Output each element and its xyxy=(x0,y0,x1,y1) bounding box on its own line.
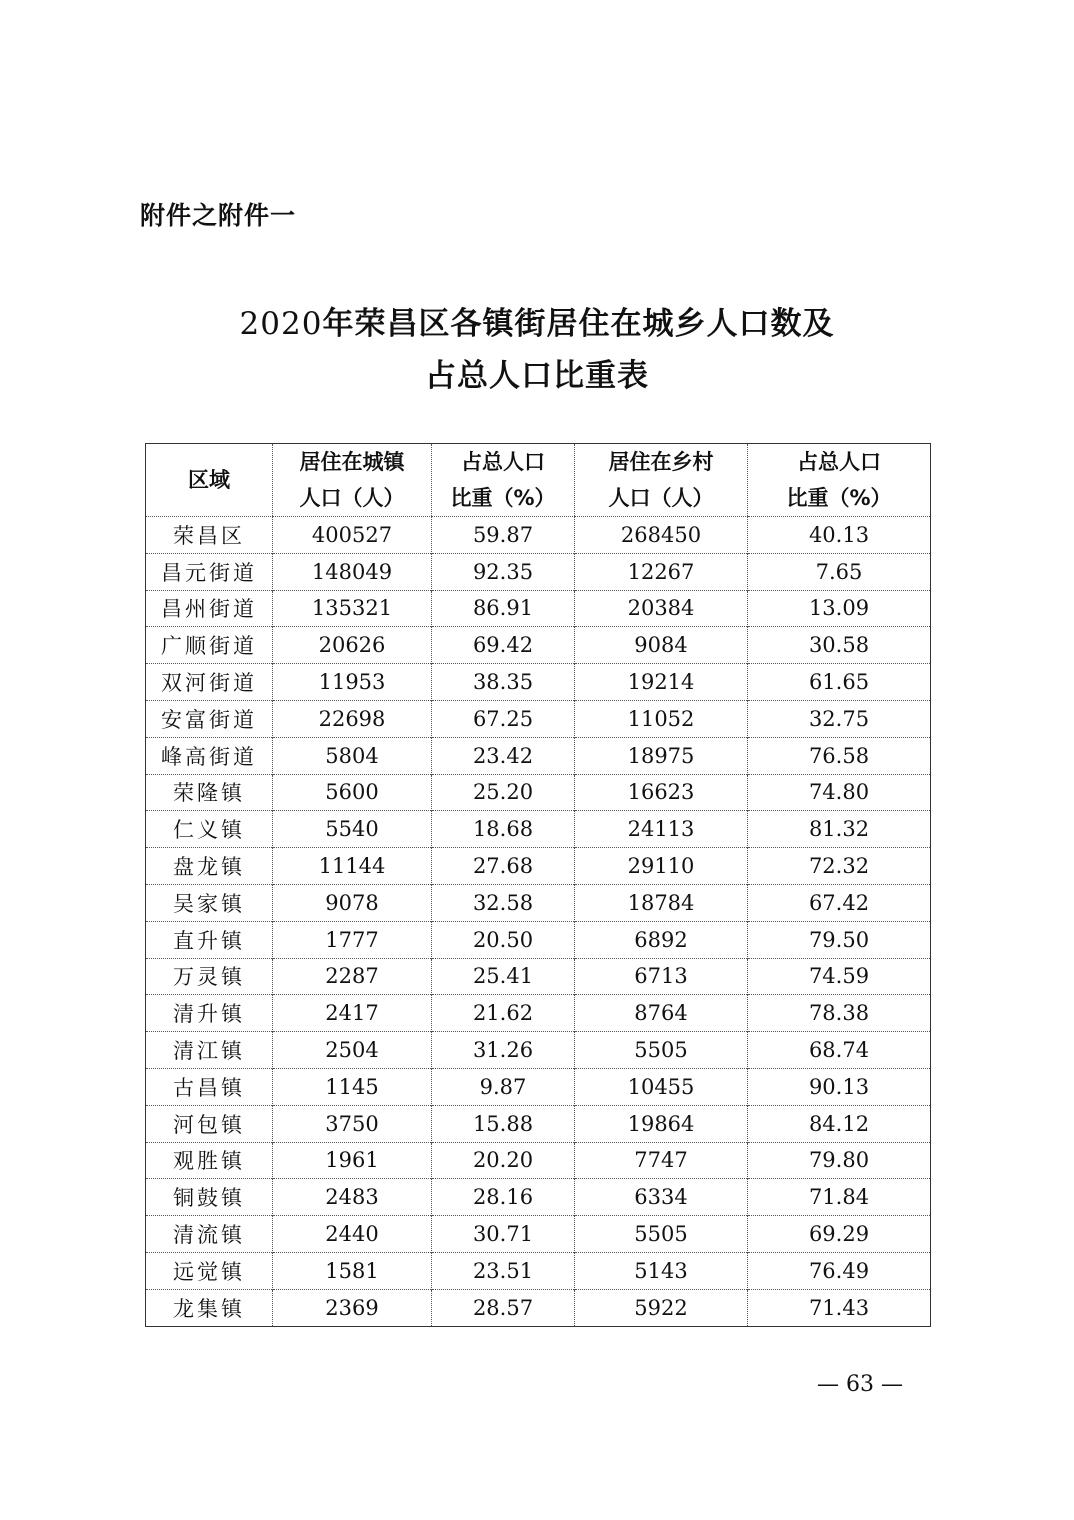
rural-share-cell: 74.59 xyxy=(748,958,931,995)
rural-share-cell: 71.84 xyxy=(748,1179,931,1216)
urban-share-cell: 23.42 xyxy=(432,737,575,774)
table-row xyxy=(146,1105,931,1142)
table-row xyxy=(146,811,931,848)
rural-share-cell: 7.65 xyxy=(748,553,931,590)
rural-population-cell: 5505 xyxy=(575,1032,748,1069)
rural-share-cell: 69.29 xyxy=(748,1216,931,1253)
urban-share-cell: 28.57 xyxy=(432,1289,575,1326)
urban-population-cell: 135321 xyxy=(273,590,432,627)
urban-share-cell: 20.50 xyxy=(432,921,575,958)
rural-share-cell: 81.32 xyxy=(748,811,931,848)
region-cell: 观胜镇 xyxy=(146,1142,273,1179)
region-cell: 清升镇 xyxy=(146,995,273,1032)
table-row xyxy=(146,627,931,664)
urban-share-cell: 25.41 xyxy=(432,958,575,995)
urban-population-cell: 1961 xyxy=(273,1142,432,1179)
rural-share-cell: 71.43 xyxy=(748,1289,931,1326)
column-header-line-2: 比重（%） xyxy=(450,486,556,510)
region-cell: 安富街道 xyxy=(146,700,273,737)
region-cell: 盘龙镇 xyxy=(146,848,273,885)
urban-share-cell: 92.35 xyxy=(432,553,575,590)
population-table xyxy=(145,443,931,1327)
rural-population-cell: 8764 xyxy=(575,995,748,1032)
rural-share-cell: 90.13 xyxy=(748,1068,931,1105)
column-header-line-1: 居住在乡村 xyxy=(608,450,714,474)
rural-population-cell: 7747 xyxy=(575,1142,748,1179)
urban-share-cell: 27.68 xyxy=(432,848,575,885)
page-number: — 63 — xyxy=(817,1372,903,1397)
urban-population-cell: 22698 xyxy=(273,700,432,737)
urban-population-cell: 5540 xyxy=(273,811,432,848)
title-text-1: 年荣昌区各镇街居住在城乡人口数及 xyxy=(322,306,835,342)
table-header-row xyxy=(146,444,931,517)
attachment-label: 附件之附件一 xyxy=(140,201,297,230)
rural-population-cell: 6334 xyxy=(575,1179,748,1216)
rural-share-cell: 32.75 xyxy=(748,700,931,737)
region-cell: 河包镇 xyxy=(146,1105,273,1142)
region-cell: 仁义镇 xyxy=(146,811,273,848)
column-header xyxy=(432,444,575,517)
rural-share-cell: 40.13 xyxy=(748,517,931,554)
urban-share-cell: 25.20 xyxy=(432,774,575,811)
urban-population-cell: 1777 xyxy=(273,921,432,958)
rural-population-cell: 268450 xyxy=(575,517,748,554)
region-cell: 昌元街道 xyxy=(146,553,273,590)
table-row xyxy=(146,958,931,995)
rural-population-cell: 5143 xyxy=(575,1252,748,1289)
rural-population-cell: 6713 xyxy=(575,958,748,995)
urban-share-cell: 67.25 xyxy=(432,700,575,737)
urban-share-cell: 59.87 xyxy=(432,517,575,554)
urban-population-cell: 400527 xyxy=(273,517,432,554)
urban-share-cell: 15.88 xyxy=(432,1105,575,1142)
urban-share-cell: 38.35 xyxy=(432,664,575,701)
urban-share-cell: 9.87 xyxy=(432,1068,575,1105)
rural-share-cell: 79.80 xyxy=(748,1142,931,1179)
table-row xyxy=(146,774,931,811)
table-row xyxy=(146,995,931,1032)
table-row xyxy=(146,921,931,958)
rural-population-cell: 5922 xyxy=(575,1289,748,1326)
table-row xyxy=(146,1032,931,1069)
urban-population-cell: 11144 xyxy=(273,848,432,885)
region-cell: 远觉镇 xyxy=(146,1252,273,1289)
rural-population-cell: 18975 xyxy=(575,737,748,774)
rural-population-cell: 24113 xyxy=(575,811,748,848)
urban-population-cell: 2483 xyxy=(273,1179,432,1216)
urban-population-cell: 9078 xyxy=(273,884,432,921)
urban-share-cell: 30.71 xyxy=(432,1216,575,1253)
urban-population-cell: 2440 xyxy=(273,1216,432,1253)
rural-share-cell: 76.49 xyxy=(748,1252,931,1289)
region-cell: 荣隆镇 xyxy=(146,774,273,811)
rural-share-cell: 74.80 xyxy=(748,774,931,811)
rural-share-cell: 76.58 xyxy=(748,737,931,774)
rural-population-cell: 5505 xyxy=(575,1216,748,1253)
urban-share-cell: 18.68 xyxy=(432,811,575,848)
region-cell: 铜鼓镇 xyxy=(146,1179,273,1216)
urban-share-cell: 86.91 xyxy=(432,590,575,627)
urban-population-cell: 1145 xyxy=(273,1068,432,1105)
column-header-line-1: 区域 xyxy=(188,468,230,492)
region-cell: 古昌镇 xyxy=(146,1068,273,1105)
region-cell: 吴家镇 xyxy=(146,884,273,921)
document-title-line-2: 占总人口比重表 xyxy=(425,358,649,394)
table-row xyxy=(146,1289,931,1326)
rural-share-cell: 78.38 xyxy=(748,995,931,1032)
table-row xyxy=(146,1216,931,1253)
rural-population-cell: 19864 xyxy=(575,1105,748,1142)
column-header xyxy=(748,444,931,517)
urban-population-cell: 5600 xyxy=(273,774,432,811)
region-cell: 峰高街道 xyxy=(146,737,273,774)
urban-population-cell: 2417 xyxy=(273,995,432,1032)
urban-population-cell: 3750 xyxy=(273,1105,432,1142)
urban-population-cell: 2287 xyxy=(273,958,432,995)
table-row xyxy=(146,1142,931,1179)
column-header-line-1: 居住在城镇 xyxy=(299,450,405,474)
region-cell: 广顺街道 xyxy=(146,627,273,664)
urban-population-cell: 20626 xyxy=(273,627,432,664)
rural-population-cell: 20384 xyxy=(575,590,748,627)
urban-population-cell: 5804 xyxy=(273,737,432,774)
column-header xyxy=(575,444,748,517)
rural-share-cell: 72.32 xyxy=(748,848,931,885)
urban-share-cell: 20.20 xyxy=(432,1142,575,1179)
rural-population-cell: 11052 xyxy=(575,700,748,737)
urban-population-cell: 1581 xyxy=(273,1252,432,1289)
column-header xyxy=(273,444,432,517)
region-cell: 荣昌区 xyxy=(173,523,245,548)
rural-population-cell: 29110 xyxy=(575,848,748,885)
document-title-line-1 xyxy=(0,298,1074,343)
rural-share-cell: 61.65 xyxy=(748,664,931,701)
table-row xyxy=(146,700,931,737)
table-row xyxy=(146,1068,931,1105)
rural-share-cell: 13.09 xyxy=(748,590,931,627)
table-body xyxy=(146,517,931,1327)
rural-population-cell: 12267 xyxy=(575,553,748,590)
rural-population-cell: 9084 xyxy=(575,627,748,664)
table-row xyxy=(146,590,931,627)
table-row xyxy=(146,848,931,885)
table-row xyxy=(146,517,931,554)
rural-population-cell: 18784 xyxy=(575,884,748,921)
table-row xyxy=(146,1252,931,1289)
urban-share-cell: 69.42 xyxy=(432,627,575,664)
region-cell: 昌州街道 xyxy=(146,590,273,627)
title-year: 2020 xyxy=(239,306,323,342)
urban-share-cell: 21.62 xyxy=(432,995,575,1032)
urban-population-cell: 2504 xyxy=(273,1032,432,1069)
table-row xyxy=(146,664,931,701)
rural-population-cell: 10455 xyxy=(575,1068,748,1105)
region-cell: 直升镇 xyxy=(146,921,273,958)
urban-population-cell: 11953 xyxy=(273,664,432,701)
urban-share-cell: 31.26 xyxy=(432,1032,575,1069)
urban-share-cell: 23.51 xyxy=(432,1252,575,1289)
column-header-line-2: 人口（人） xyxy=(608,486,714,510)
rural-population-cell: 16623 xyxy=(575,774,748,811)
column-header-line-2: 人口（人） xyxy=(299,486,405,510)
table-row xyxy=(146,1179,931,1216)
rural-share-cell: 67.42 xyxy=(748,884,931,921)
region-cell: 双河街道 xyxy=(146,664,273,701)
urban-population-cell: 2369 xyxy=(273,1289,432,1326)
urban-share-cell: 32.58 xyxy=(432,884,575,921)
column-header-line-1: 占总人口 xyxy=(797,450,881,474)
table-row xyxy=(146,553,931,590)
rural-share-cell: 30.58 xyxy=(748,627,931,664)
rural-share-cell: 84.12 xyxy=(748,1105,931,1142)
region-cell: 万灵镇 xyxy=(146,958,273,995)
region-cell: 清江镇 xyxy=(146,1032,273,1069)
column-header xyxy=(146,444,273,517)
urban-population-cell: 148049 xyxy=(273,553,432,590)
column-header-line-2: 比重（%） xyxy=(786,486,892,510)
rural-share-cell: 68.74 xyxy=(748,1032,931,1069)
urban-share-cell: 28.16 xyxy=(432,1179,575,1216)
table-row xyxy=(146,737,931,774)
table-row xyxy=(146,884,931,921)
column-header-line-1: 占总人口 xyxy=(461,450,545,474)
rural-share-cell: 79.50 xyxy=(748,921,931,958)
rural-population-cell: 6892 xyxy=(575,921,748,958)
rural-population-cell: 19214 xyxy=(575,664,748,701)
region-cell: 清流镇 xyxy=(146,1216,273,1253)
region-cell: 龙集镇 xyxy=(146,1289,273,1326)
